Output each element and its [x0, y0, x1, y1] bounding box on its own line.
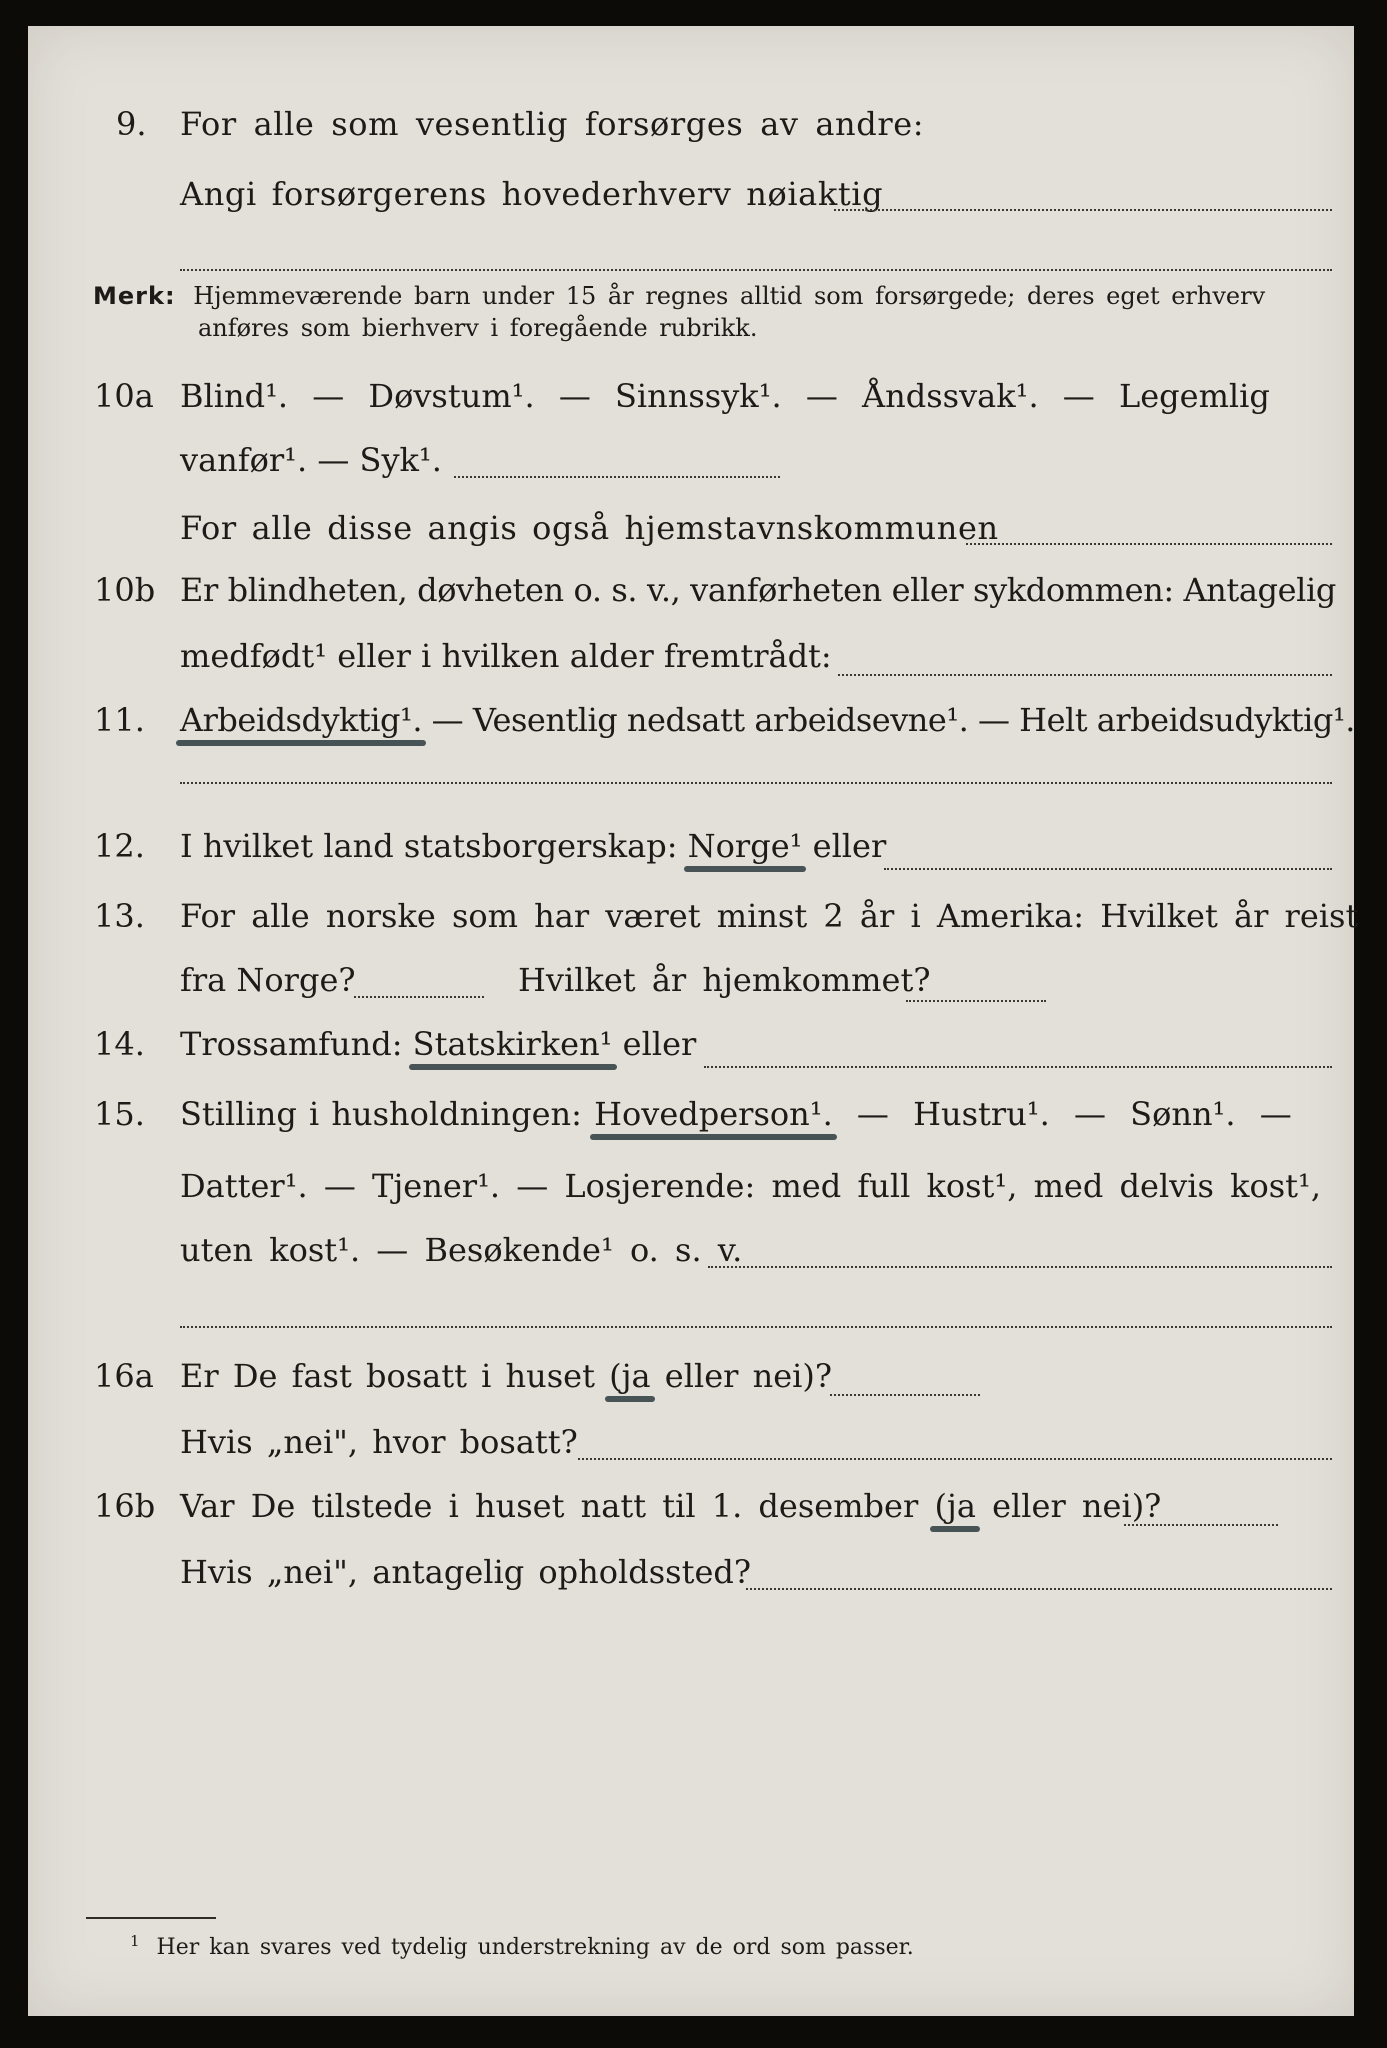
- answer-line-16a[interactable]: [830, 1394, 980, 1396]
- question-14-pre: Trossamfund:: [180, 1025, 413, 1063]
- question-13-line2a: fra Norge?: [180, 961, 356, 999]
- question-14-post: eller: [612, 1025, 697, 1063]
- pen-underline-norge: [684, 866, 807, 872]
- footnote-rule: [86, 1917, 216, 1919]
- question-12-line: [180, 826, 886, 866]
- question-9-number: 9.: [116, 105, 147, 143]
- answer-line-13-hjemkommet[interactable]: [906, 1000, 1046, 1002]
- question-10a-line3: For alle disse angis også hjemstavnskommunen: [180, 509, 999, 547]
- option-16a-ja-text: (ja: [609, 1357, 651, 1395]
- question-10a-line2: vanfør¹. — Syk¹.: [180, 441, 442, 479]
- question-16b-post: eller nei)?: [975, 1487, 1162, 1525]
- answer-line-13-reist[interactable]: [354, 996, 484, 998]
- option-16a-ja[interactable]: [609, 1356, 650, 1396]
- pen-underline-16a-ja: [605, 1396, 654, 1402]
- answer-line-15a[interactable]: [708, 1266, 1332, 1268]
- question-15-line1: [180, 1094, 1292, 1134]
- question-10b-line1: Er blindheten, døvheten o. s. v., vanførheten eller sykdommen: Antagelig: [180, 571, 1336, 609]
- question-9-line2: Angi forsørgerens hovederhverv nøiaktig: [180, 175, 884, 213]
- answer-line-15b[interactable]: [180, 1326, 1332, 1328]
- answer-line-10b[interactable]: [838, 674, 1332, 676]
- question-16a-post: eller nei)?: [650, 1357, 833, 1395]
- question-10a-number: 10a: [94, 377, 154, 415]
- question-16a-line2: Hvis „nei", hvor bosatt?: [180, 1423, 578, 1461]
- pen-underline-hovedperson: [590, 1134, 837, 1140]
- question-12-post: eller: [802, 827, 887, 865]
- merk-note: [93, 280, 1265, 312]
- option-norge[interactable]: [688, 826, 803, 866]
- answer-line-11[interactable]: [180, 782, 1332, 784]
- option-16b-ja-text: (ja: [934, 1487, 976, 1525]
- answer-line-10a-syk[interactable]: [454, 476, 780, 478]
- question-11-rest: — Vesentlig nedsatt arbeidsevne¹. — Helt arbeidsudyktig¹.: [422, 701, 1355, 739]
- merk-line2: anføres som bierhverv i foregående rubrikk.: [198, 314, 758, 342]
- question-14-line: [180, 1024, 696, 1064]
- answer-line-12[interactable]: [884, 868, 1332, 870]
- option-arbeidsdyktig[interactable]: [180, 700, 422, 740]
- question-13-line2b: Hvilket år hjemkommet?: [518, 961, 931, 999]
- question-16b-line2: Hvis „nei", antagelig opholdssted?: [180, 1553, 752, 1591]
- answer-line-9b[interactable]: [180, 269, 1332, 271]
- question-16b-pre: Var De tilstede i huset natt til 1. desember: [180, 1487, 935, 1525]
- census-form-page: [28, 26, 1359, 2016]
- question-16a-number: 16a: [94, 1357, 154, 1395]
- question-15-pre: Stilling i husholdningen:: [180, 1095, 595, 1133]
- question-10b-number: 10b: [94, 571, 156, 609]
- question-10a-line1: Blind¹. — Døvstum¹. — Sinnssyk¹. — Åndssvak¹. — Legemlig: [180, 377, 1270, 415]
- pen-underline-statskirken: [409, 1064, 617, 1070]
- option-statskirken[interactable]: [413, 1024, 613, 1064]
- option-norge-text: Norge¹: [687, 827, 803, 865]
- merk-label: Merk:: [93, 282, 176, 310]
- option-arbeidsdyktig-text: Arbeidsdyktig¹.: [180, 701, 422, 739]
- question-11-number: 11.: [94, 701, 145, 739]
- footnote-text: Her kan svares ved tydelig understrekning av de ord som passer.: [156, 1934, 914, 1960]
- option-statskirken-text: Statskirken¹: [412, 1025, 613, 1063]
- question-12-number: 12.: [94, 827, 145, 865]
- answer-line-16b-opholdssted[interactable]: [746, 1588, 1332, 1590]
- question-16a-pre: Er De fast bosatt i huset: [180, 1357, 610, 1395]
- answer-line-10a-kommune[interactable]: [966, 543, 1332, 545]
- footnote: [130, 1926, 914, 1963]
- question-12-pre: I hvilket land statsborgerskap:: [180, 827, 688, 865]
- question-11-line: [180, 700, 1355, 740]
- question-15-number: 15.: [94, 1095, 145, 1133]
- answer-line-16b[interactable]: [1124, 1524, 1278, 1526]
- answer-line-14[interactable]: [704, 1066, 1332, 1068]
- question-16b-number: 16b: [94, 1487, 156, 1525]
- option-hovedperson-text: Hovedperson¹.: [594, 1095, 833, 1133]
- question-15-post: — Hustru¹. — Sønn¹. —: [832, 1095, 1292, 1133]
- question-15-line3: uten kost¹. — Besøkende¹ o. s. v.: [180, 1231, 743, 1269]
- merk-line1: Hjemmeværende barn under 15 år regnes alltid som forsørgede; deres eget erhverv: [193, 282, 1266, 310]
- question-16a-line1: [180, 1356, 832, 1396]
- answer-line-9a[interactable]: [834, 209, 1332, 211]
- question-9-line1: For alle som vesentlig forsørges av andre:: [180, 105, 925, 143]
- option-16b-ja[interactable]: [934, 1486, 975, 1526]
- question-10b-line2: medfødt¹ eller i hvilken alder fremtrådt:: [180, 637, 832, 675]
- pen-underline-16b-ja: [930, 1526, 979, 1532]
- answer-line-16a-bosatt[interactable]: [578, 1458, 1332, 1460]
- footnote-mark: 1: [130, 1932, 140, 1950]
- question-16b-line1: [180, 1486, 1161, 1526]
- question-13-number: 13.: [94, 897, 145, 935]
- pen-underline-arbeidsdyktig: [176, 740, 426, 746]
- question-13-line1: For alle norske som har været minst 2 år i Amerika: Hvilket år reist: [180, 897, 1359, 935]
- question-15-line2: Datter¹. — Tjener¹. — Losjerende: med full kost¹, med delvis kost¹,: [180, 1167, 1322, 1205]
- question-14-number: 14.: [94, 1025, 145, 1063]
- option-hovedperson[interactable]: [594, 1094, 833, 1134]
